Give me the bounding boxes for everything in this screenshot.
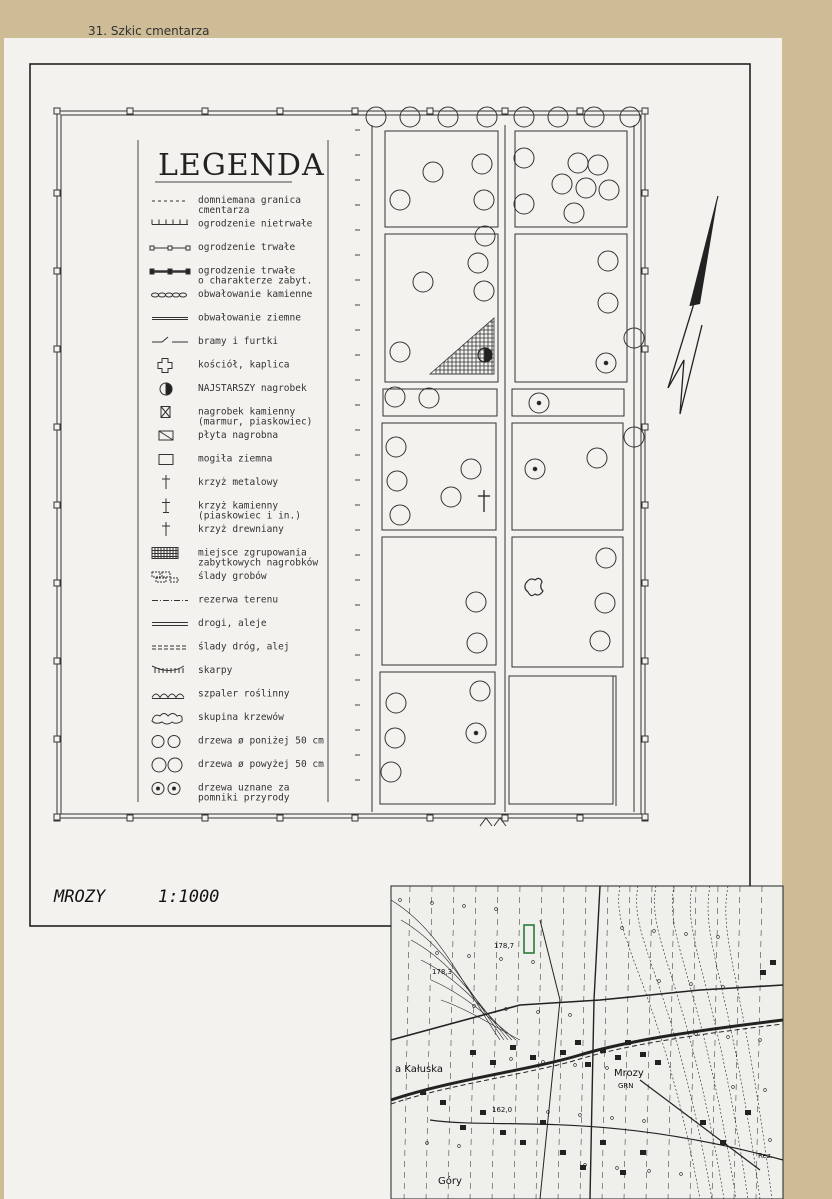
- tree-icon: [413, 272, 433, 292]
- gate-icon: [152, 337, 188, 342]
- tree-icon: [620, 107, 640, 127]
- tree-icon: [576, 178, 596, 198]
- grave-traces-icon: [525, 578, 543, 595]
- legend-label: rezerwa terenu: [198, 594, 279, 606]
- legend: [138, 140, 328, 804]
- earth-grave-icon: [159, 455, 173, 465]
- legend-item: [161, 407, 312, 428]
- map-scale: 1:1000: [158, 887, 220, 907]
- tree-icon: [514, 194, 534, 214]
- legend-label: płyta nagrobna: [198, 430, 279, 441]
- legend-label: ogrodzenie nietrwałe: [198, 218, 313, 230]
- tree-icon: [366, 107, 386, 127]
- legend-label: drzewa uznane za: [198, 782, 290, 794]
- legend-item: [158, 359, 290, 373]
- legend-item: [152, 758, 324, 772]
- plot: [509, 676, 613, 804]
- legend-item: [162, 522, 284, 536]
- plot: [385, 131, 498, 227]
- tree-icon: [386, 437, 406, 457]
- stone-tomb-icon: [161, 407, 170, 418]
- legend-label: nagrobek kamienny: [198, 406, 296, 418]
- fence-posts: [54, 108, 648, 821]
- page-heading: 31. Szkic cmentarza: [88, 24, 210, 38]
- legend-label: szpaler roślinny: [198, 688, 290, 700]
- tree-icon: [564, 203, 584, 223]
- legend-item: [152, 665, 233, 676]
- tree-icon: [474, 281, 494, 301]
- legend-label: bramy i furtki: [198, 336, 279, 347]
- tree-icon: [474, 190, 494, 210]
- tree-icon: [438, 107, 458, 127]
- legend-item: [152, 571, 267, 582]
- elevation-label: 178,7: [494, 942, 515, 950]
- hedge-icon: [152, 694, 184, 699]
- place-name: MROZY: [54, 887, 106, 907]
- tree-icon: [419, 388, 439, 408]
- plot: [385, 234, 498, 382]
- legend-label: ogrodzenie trwałe: [198, 265, 296, 277]
- elevation-label: 178,3: [432, 968, 453, 976]
- legend-label: (piaskowiec i in.): [198, 510, 301, 522]
- tree-icon: [548, 107, 568, 127]
- legend-item: [152, 595, 278, 606]
- legend-item: [162, 475, 278, 489]
- grn-label: GRN: [618, 1082, 634, 1090]
- legend-label: pomniki przyrody: [198, 792, 290, 804]
- small-trees-icon: [152, 736, 180, 748]
- stone-embankment-icon: [152, 293, 187, 297]
- legend-item: [152, 618, 267, 629]
- legend-label: obwałowanie ziemne: [198, 312, 301, 324]
- tree-icon: [386, 693, 406, 713]
- legend-label: miejsce zgrupowania: [198, 547, 307, 559]
- legend-item: [152, 336, 278, 347]
- legend-item: [160, 383, 307, 395]
- tree-icon: [477, 107, 497, 127]
- tree-icon: [390, 342, 410, 362]
- legend-items: [150, 195, 324, 804]
- plot: [383, 389, 497, 416]
- wooden-cross-icon: [162, 522, 170, 536]
- church-icon: [158, 359, 172, 373]
- plot: [515, 234, 627, 382]
- legend-label: krzyż drewniany: [198, 524, 284, 535]
- legend-label: skarpy: [198, 665, 233, 676]
- earth-embankment-icon: [152, 318, 188, 320]
- tree-icon: [400, 107, 420, 127]
- monument-trees-icon: [152, 783, 180, 795]
- metal-cross-icon: [478, 490, 490, 512]
- legend-label: skupina krzewów: [198, 712, 284, 723]
- road-traces-icon: [152, 646, 188, 649]
- legend-label: mogiła ziemna: [198, 453, 273, 465]
- tree-icon: [599, 180, 619, 200]
- plot: [382, 537, 496, 665]
- legend-item: [152, 783, 290, 804]
- plot: [380, 672, 495, 804]
- tree-icon: [596, 548, 616, 568]
- tree-icon: [387, 471, 407, 491]
- village-label: a Kałuska: [395, 1064, 443, 1075]
- legend-item: [152, 689, 290, 700]
- north-arrow-icon: [668, 196, 718, 414]
- tree-icon: [514, 107, 534, 127]
- tree-icon: [468, 253, 488, 273]
- legend-item: [150, 242, 296, 253]
- escarpment-icon: [152, 666, 184, 673]
- grave-traces-icon: [152, 572, 178, 582]
- legend-item: [152, 219, 313, 230]
- legend-item: [152, 289, 313, 300]
- legend-item: [162, 499, 301, 522]
- tree-icon: [467, 633, 487, 653]
- legend-item: [152, 736, 324, 748]
- tree-icon: [598, 251, 618, 271]
- legend-item: [152, 548, 318, 569]
- tree-icon: [390, 190, 410, 210]
- historic-tombs-area: [430, 318, 494, 374]
- legend-label: o charakterze zabyt.: [198, 275, 313, 287]
- legend-label: zabytkowych nagrobków: [198, 557, 319, 569]
- tree-icon: [381, 762, 401, 782]
- hatched-area-icon: [152, 548, 178, 559]
- legend-label: drogi, aleje: [198, 618, 267, 629]
- legend-item: [159, 430, 278, 441]
- plot: [382, 423, 496, 530]
- legend-label: obwałowanie kamienne: [198, 289, 313, 300]
- tree-icon: [475, 226, 495, 246]
- temporary-fence-icon: [152, 220, 188, 225]
- legend-item: [152, 642, 290, 653]
- reserve-label: Rez.: [758, 1152, 773, 1160]
- legend-label: ślady dróg, alej: [198, 641, 290, 653]
- legend-title: LEGENDA: [158, 148, 325, 183]
- tree-icon: [598, 293, 618, 313]
- legend-label: kościół, kaplica: [198, 359, 290, 371]
- tree-icon: [568, 153, 588, 173]
- legend-label: ogrodzenie trwałe: [198, 242, 296, 253]
- legend-label: (marmur, piaskowiec): [198, 416, 313, 428]
- tree-icon: [423, 162, 443, 182]
- legend-label: drzewa ø poniżej 50 cm: [198, 735, 324, 747]
- topographic-map-inset: [391, 886, 783, 1199]
- town-label: Mrozy: [614, 1068, 644, 1079]
- plot: [512, 537, 623, 667]
- road-line-icon: [152, 623, 188, 626]
- legend-label: cmentarza: [198, 205, 250, 216]
- oldest-tomb-icon: [160, 383, 172, 395]
- legend-label: drzewa ø powyżej 50 cm: [198, 759, 324, 770]
- legend-label: ślady grobów: [198, 571, 267, 582]
- tree-icon: [390, 505, 410, 525]
- tree-icon: [584, 107, 604, 127]
- tree-icon: [552, 174, 572, 194]
- legend-label: krzyż metalowy: [198, 477, 279, 488]
- elevation-label: 162,0: [492, 1106, 513, 1114]
- tree-icon: [590, 631, 610, 651]
- legend-label: NAJSTARSZY nagrobek: [198, 383, 307, 394]
- tree-icon: [472, 154, 492, 174]
- tree-icon: [587, 448, 607, 468]
- large-trees-icon: [152, 758, 182, 772]
- legend-item: [159, 454, 272, 465]
- tree-icon: [466, 592, 486, 612]
- tree-icon: [385, 728, 405, 748]
- legend-label: domniemana granica: [198, 195, 301, 206]
- tree-icon: [385, 387, 405, 407]
- historic-fence-icon: [150, 269, 190, 274]
- stone-cross-icon: [162, 499, 170, 513]
- legend-item: [152, 712, 284, 724]
- tree-icon: [595, 593, 615, 613]
- permanent-fence-icon: [150, 246, 190, 250]
- cemetery-plots: [372, 125, 634, 812]
- legend-item: [150, 266, 312, 287]
- village-label: Góry: [438, 1176, 462, 1187]
- grave-slab-icon: [159, 431, 173, 440]
- tree-icon: [470, 681, 490, 701]
- legend-item: [152, 195, 301, 216]
- tree-icon: [588, 155, 608, 175]
- legend-item: [152, 313, 301, 324]
- tree-icon: [514, 148, 534, 168]
- tree-icon: [461, 459, 481, 479]
- shrubs-icon: [152, 714, 182, 725]
- tree-icon: [441, 487, 461, 507]
- cemetery-fence: [57, 111, 645, 818]
- metal-cross-icon: [162, 475, 170, 489]
- legend-label: krzyż kamienny: [198, 500, 279, 512]
